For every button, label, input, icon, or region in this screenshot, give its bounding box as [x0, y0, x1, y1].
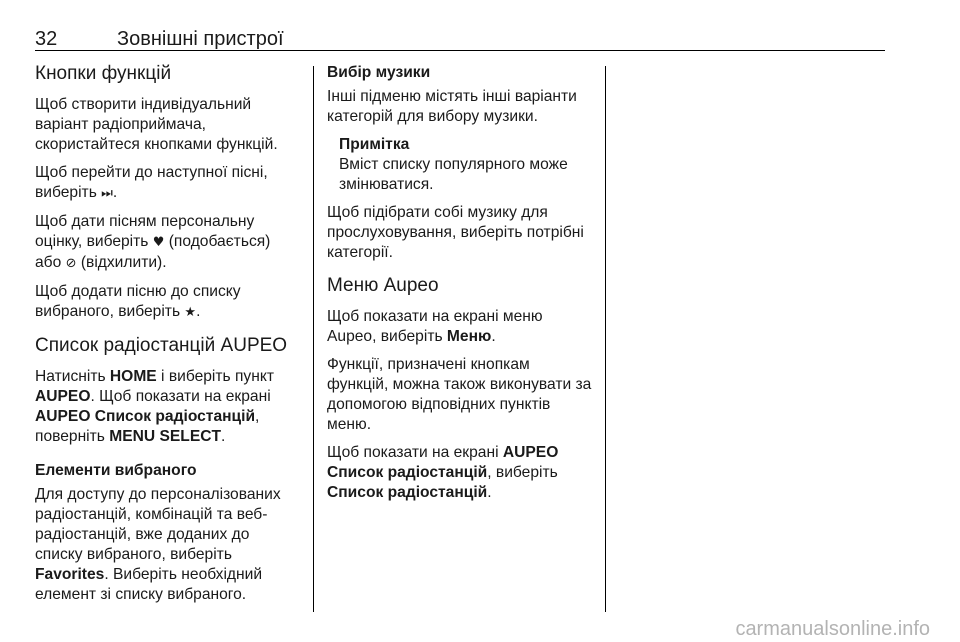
column-divider: [605, 66, 606, 612]
paragraph: Щоб показати на екрані AUPEO Список радіостанцій, виберіть Список радіостанцій.: [327, 444, 559, 501]
paragraph: Для доступу до персоналізованих радіостанцій, комбінацій та веб-радіостанцій, вже доданих до списку вибраного, виберіть Favorites. Виберіть необхідний елемент зі списку вибраного.: [35, 486, 281, 603]
subheading-music-selection: Вибір музики: [327, 64, 431, 81]
paragraph: Щоб показати на екрані меню Aupeo, виберіть Меню.: [327, 308, 543, 345]
note-text: Вміст списку популярного може змінюватися.: [339, 156, 568, 193]
page-title: Зовнішні пристрої: [117, 28, 284, 50]
star-icon: ★: [184, 305, 197, 320]
watermark: carmanualsonline.info: [735, 618, 930, 640]
page-number: 32: [35, 28, 58, 50]
column-divider: [313, 66, 314, 612]
ban-icon: ⊘: [65, 256, 77, 271]
note-title: Примітка: [339, 136, 410, 153]
page-header: [35, 28, 885, 50]
paragraph: Щоб підібрати собі музику для прослуховування, виберіть потрібні категорії.: [327, 204, 584, 261]
section-title-aupeo-station-list: Список радіостанцій AUPEO: [35, 335, 288, 356]
heart-icon: ♥: [152, 235, 165, 250]
paragraph: Функції, призначені кнопкам функцій, можна також виконувати за допомогою відповідних пунктів меню.: [327, 356, 592, 433]
note-box: [339, 135, 595, 195]
paragraph: Натисніть HOME і виберіть пункт AUPEO. Щоб показати на екрані AUPEO Список радіостанцій, поверніть MENU SELECT.: [35, 368, 274, 445]
section-title-aupeo-menu: Меню Aupeo: [327, 275, 439, 296]
subheading-favorites: Елементи вибраного: [35, 462, 197, 479]
header-rule: [35, 50, 885, 51]
left-column: [35, 63, 300, 613]
paragraph: Щоб створити індивідуальний варіант радіоприймача, скористайтеся кнопками функцій.: [35, 96, 278, 153]
paragraph: Щоб перейти до наступної пісні, виберіть ⏭.: [35, 164, 268, 201]
paragraph: Щоб дати пісням персональну оцінку, виберіть ♥ (подобається) або ⊘ (відхилити).: [35, 213, 271, 271]
right-column: [327, 63, 595, 511]
section-title-function-buttons: Кнопки функцій: [35, 63, 172, 84]
paragraph: Інші підменю містять інші варіанти категорій для вибору музики.: [327, 88, 577, 125]
paragraph: Щоб додати пісню до списку вибраного, виберіть ★.: [35, 283, 241, 320]
next-track-icon: ⏭: [101, 186, 113, 201]
